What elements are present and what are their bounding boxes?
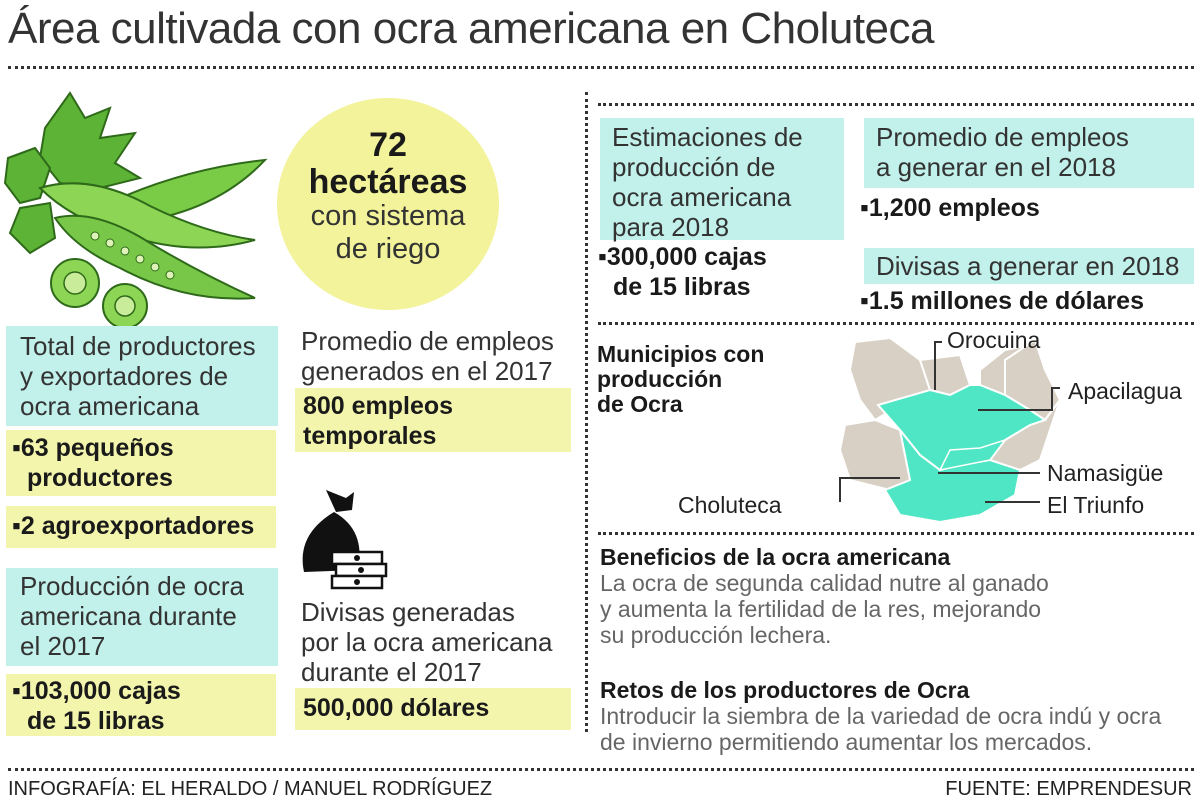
production-label-line3: el 2017 [20, 631, 106, 661]
estimate-label-line3: ocra americana [612, 182, 792, 212]
currency2017-value-box [295, 688, 571, 730]
exporters-value: ▪2 agroexportadores [12, 512, 255, 540]
map-title-line1: Municipios con [597, 341, 765, 367]
jobs2017-label-line2: generados en el 2017 [301, 356, 553, 386]
currency2018-label-box [864, 248, 1194, 284]
footer-credit: INFOGRAFÍA: EL HERALDO / MANUEL RODRÍGUEZ [8, 778, 493, 800]
production-label-line2: americana durante [20, 601, 237, 631]
hectares-line2: de riego [335, 233, 441, 265]
title-divider [8, 66, 1194, 69]
benefits-text [600, 570, 1190, 648]
right-top-divider [598, 103, 1194, 106]
estimate-value [598, 242, 848, 302]
jobs2017-value-box [295, 388, 571, 452]
jobs2017-label-line1: Promedio de empleos [301, 326, 554, 356]
challenges-title: Retos de los productores de Ocra [600, 677, 970, 703]
producers-value-box [6, 430, 276, 496]
producers-label-box [6, 326, 278, 426]
estimate-label-box [600, 118, 844, 240]
page-title: Área cultivada con ocra americana en Choluteca [8, 4, 934, 53]
map-label-el-triunfo: El Triunfo [1047, 492, 1145, 518]
hectares-circle [277, 98, 499, 310]
producers-label-line2: y exportadores de [20, 361, 229, 391]
currency2017-value: 500,000 dólares [303, 694, 490, 722]
production-label-line1: Producción de ocra [20, 571, 245, 601]
money-bag-icon [296, 490, 388, 590]
challenges-text-line1: Introducir la siembra de la variedad de ocra indú y ocra [600, 703, 1162, 729]
estimate-label-line1: Estimaciones de [612, 122, 803, 152]
column-divider [585, 92, 588, 732]
production-value-box [6, 674, 276, 736]
jobs2018-label-line1: Promedio de empleos [876, 122, 1129, 152]
hectares-unit: hectáreas [308, 163, 468, 201]
jobs2018-label-box [864, 118, 1194, 188]
currency2017-label-line3: durante el 2017 [301, 657, 482, 687]
map-title-line2: producción [597, 366, 723, 392]
producers-label-line3: ocra americana [20, 391, 200, 421]
map-label-choluteca: Choluteca [678, 492, 782, 518]
map-title [597, 342, 764, 417]
currency2017-label-line1: Divisas generadas [301, 597, 515, 627]
map-label-apacilagua: Apacilagua [1068, 378, 1182, 404]
estimate-value-line2: de 15 libras [613, 273, 751, 301]
right-lower-divider [598, 532, 1194, 535]
map-label-orocuina: Orocuina [947, 327, 1041, 353]
benefits-text-line2: y aumenta la fertilidad de la res, mejorando [600, 596, 1042, 622]
okra-illustration [0, 88, 275, 328]
estimate-label-line2: producción de [612, 152, 776, 182]
footer-divider [8, 768, 1194, 771]
map-label-namasigue: Namasigüe [1047, 460, 1164, 486]
jobs2017-value-line2: temporales [303, 422, 437, 450]
production-value-line1: ▪103,000 cajas [12, 677, 181, 705]
currency2017-label-line2: por la ocra americana [301, 627, 553, 657]
jobs2017-label [301, 326, 581, 386]
hectares-number: 72 [369, 126, 407, 164]
producers-value-line1: ▪63 pequeños [12, 434, 174, 462]
jobs2018-value: ▪1,200 empleos [860, 194, 1040, 222]
producers-value-line2: productores [27, 464, 173, 492]
challenges-text-line2: de invierno permitiendo aumentar los mercados. [600, 729, 1093, 755]
producers-label-line1: Total de productores [20, 331, 256, 361]
benefits-text-line3: su producción lechera. [600, 622, 832, 648]
currency2018-value: ▪1.5 millones de dólares [860, 287, 1144, 315]
currency2018-label: Divisas a generar en 2018 [876, 251, 1180, 281]
benefits-text-line1: La ocra de segunda calidad nutre al ganado [600, 570, 1049, 596]
benefits-title: Beneficios de la ocra americana [600, 544, 951, 570]
exporters-value-box [6, 506, 276, 548]
jobs2018-label-line2: a generar en el 2018 [876, 152, 1116, 182]
production-label-box [6, 568, 278, 666]
challenges-text [600, 703, 1195, 755]
footer-source: FUENTE: EMPRENDESUR [945, 778, 1192, 800]
estimate-label-line4: para 2018 [612, 212, 730, 242]
map-title-line3: de Ocra [597, 391, 683, 417]
currency2017-label [301, 597, 581, 687]
production-value-line2: de 15 libras [27, 707, 165, 735]
right-mid-divider [598, 322, 1194, 325]
hectares-line1: con sistema [310, 200, 466, 232]
jobs2017-value-line1: 800 empleos [303, 392, 454, 420]
estimate-value-line1: ▪300,000 cajas [598, 243, 767, 271]
